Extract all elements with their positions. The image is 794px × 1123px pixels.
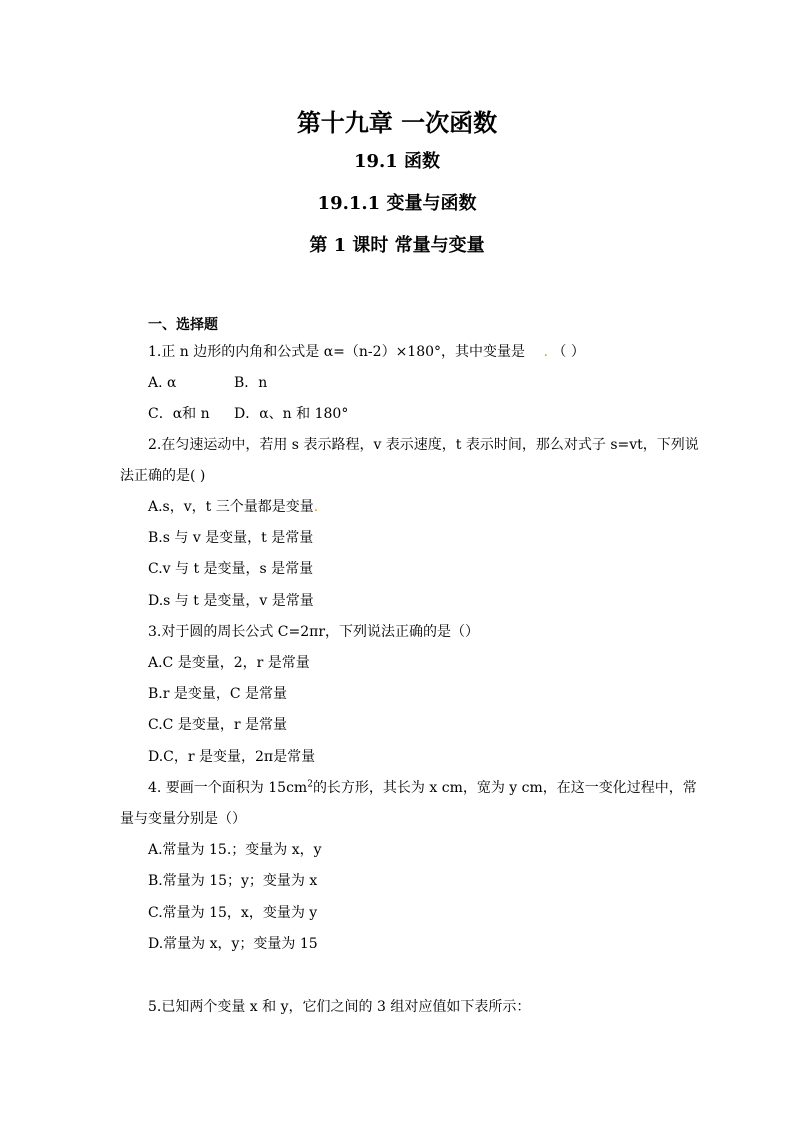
subsection-title: 19.1.1 变量与函数 xyxy=(317,193,477,214)
q1-option-d: D．α、n 和 180° xyxy=(234,406,349,422)
q4-option-d: D.常量为 x，y；变量为 15 xyxy=(148,936,318,952)
q4-option-c: C.常量为 15，x，变量为 y xyxy=(148,905,318,921)
question-4-stem-a: 4. 要画一个面积为 15cm xyxy=(148,780,308,796)
q2-option-b: B.s 与 v 是变量，t 是常量 xyxy=(148,530,314,546)
question-2-line-2: 法正确的是( ) xyxy=(120,468,206,484)
q2-option-a-mark: . xyxy=(313,499,319,515)
q1-option-a: A. α xyxy=(148,375,177,391)
question-4-stem-b: 的长方形，其长为 x cm，宽为 y cm，在这一变化过程中，常 xyxy=(312,780,697,796)
question-2-line-1: 2.在匀速运动中，若用 s 表示路程，v 表示速度，t 表示时间，那么对式子 s=vt，下列说 xyxy=(148,437,699,453)
question-4-line-1 xyxy=(148,781,697,795)
q2-option-d: D.s 与 t 是变量，v 是常量 xyxy=(148,593,314,609)
q3-option-b: B.r 是变量，C 是常量 xyxy=(148,686,288,702)
q3-option-d: D.C，r 是变量，2π是常量 xyxy=(148,749,316,765)
q2-option-a xyxy=(148,500,318,514)
q2-option-c: C.v 与 t 是变量，s 是常量 xyxy=(148,561,314,577)
chapter-title: 第十九章 一次函数 xyxy=(296,108,498,137)
part-heading: 一、选择题 xyxy=(148,317,218,333)
section-title: 19.1 函数 xyxy=(353,151,441,172)
question-4-line-2: 量与变量分别是（） xyxy=(120,811,246,827)
question-4-superscript: 2 xyxy=(307,779,313,790)
q4-option-a: A.常量为 15.；变量为 x，y xyxy=(148,842,322,858)
q2-option-a-text: A.s，v，t 三个量都是变量 xyxy=(148,499,314,515)
q3-option-a: A.C 是变量，2，r 是常量 xyxy=(148,655,310,671)
question-5: 5.已知两个变量 x 和 y，它们之间的 3 组对应值如下表所示： xyxy=(148,999,531,1015)
question-1 xyxy=(148,345,585,359)
question-3: 3.对于圆的周长公式 C=2πr，下列说法正确的是（） xyxy=(148,624,480,640)
question-1-stem: 1.正 n 边形的内角和公式是 α=（n-2）×180°，其中变量是 xyxy=(148,344,526,360)
q3-option-c: C.C 是变量，r 是常量 xyxy=(148,717,287,733)
q4-option-b: B.常量为 15；y；变量为 x xyxy=(148,873,318,889)
lesson-title: 第 1 课时 常量与变量 xyxy=(309,235,485,256)
q1-option-b: B．n xyxy=(234,375,268,391)
question-1-paren: （ ） xyxy=(552,344,585,360)
q1-option-c: C．α和 n xyxy=(148,406,210,422)
question-1-mark: . xyxy=(543,344,548,360)
